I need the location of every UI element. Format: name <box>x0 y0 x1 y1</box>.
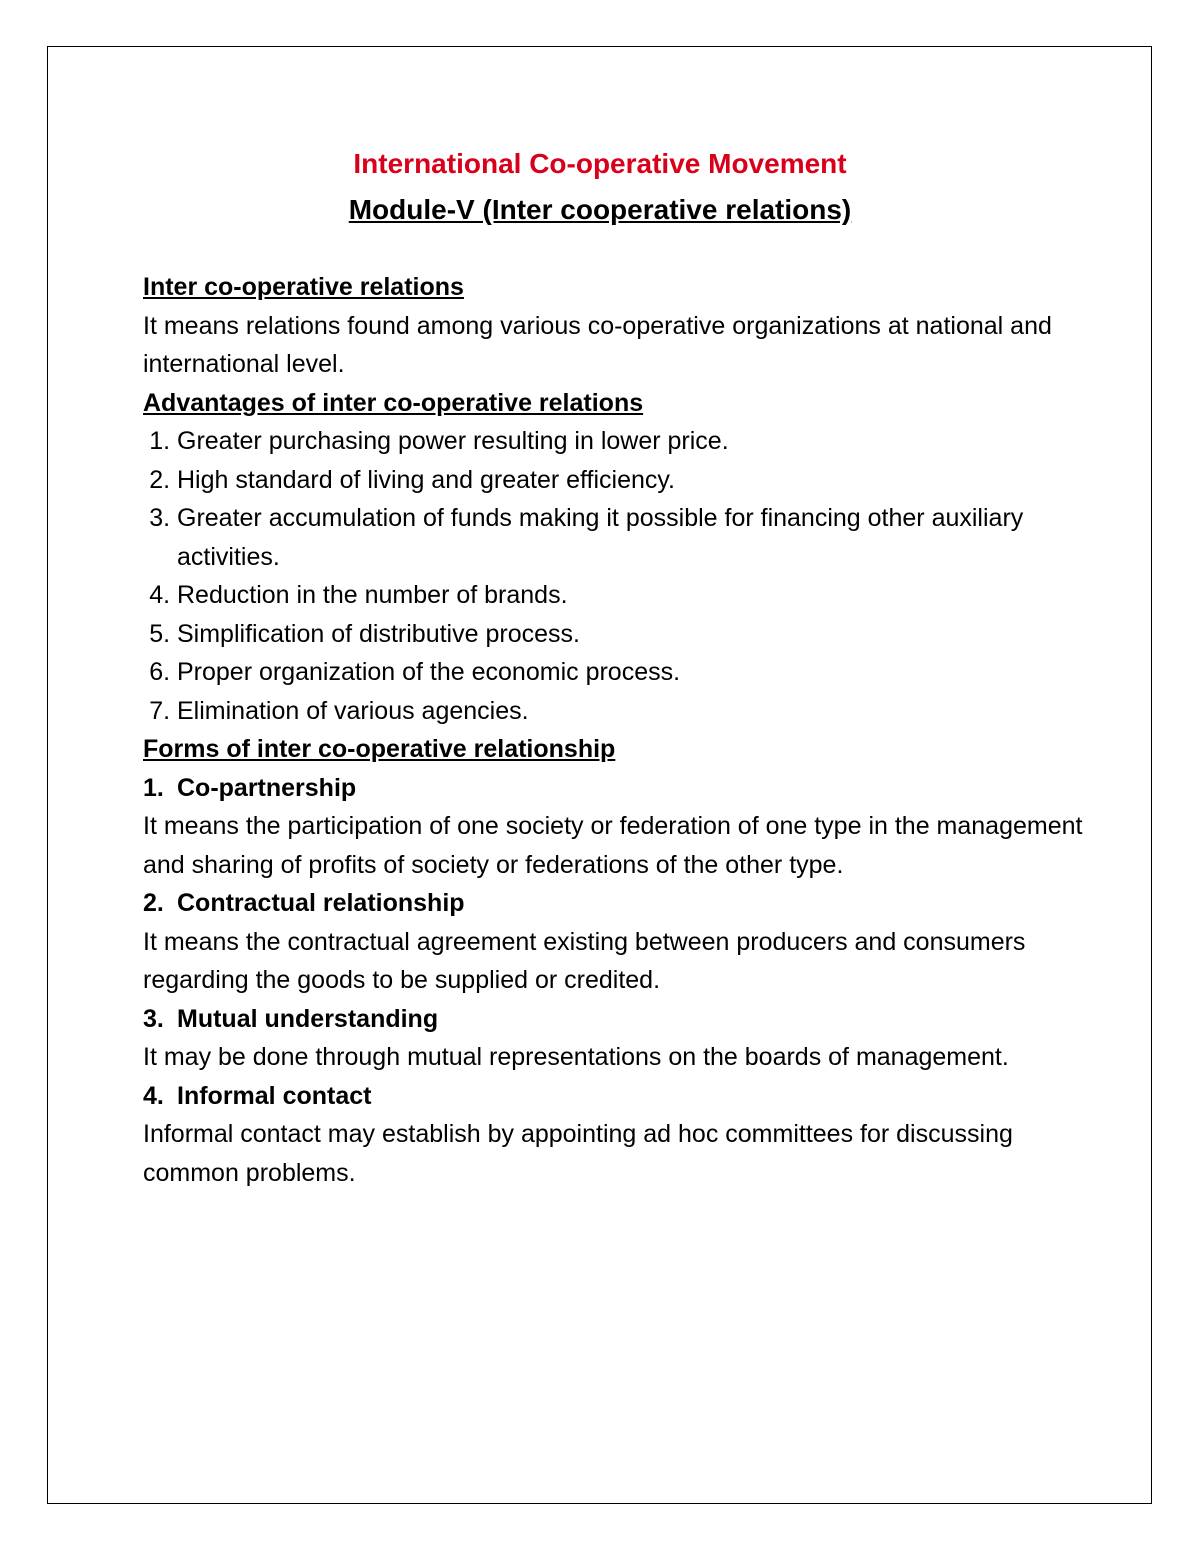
form-title-text: Mutual understanding <box>177 1004 439 1033</box>
form-title-mutual <box>143 1000 1083 1039</box>
document-body <box>143 268 1083 1192</box>
form-body-contractual: It means the contractual agreement existing between producers and consumers regarding the goods to be supplied or credited. <box>143 927 1026 994</box>
form-body-informal: Informal contact may establish by appointing ad hoc committees for discussing common problems. <box>143 1120 1013 1187</box>
list-item: 4. Reduction in the number of brands. <box>177 576 1083 615</box>
form-body-mutual: It may be done through mutual representations on the boards of management. <box>143 1043 1009 1071</box>
advantages-list <box>143 422 1083 730</box>
form-title-contractual <box>143 884 1083 923</box>
form-number: 2. <box>143 889 164 917</box>
form-title-co-partnership <box>143 769 1083 808</box>
form-number: 4. <box>143 1081 164 1110</box>
list-item: 5. Simplification of distributive process. <box>177 615 1083 654</box>
document-subtitle: Module-V (Inter cooperative relations) <box>348 194 852 225</box>
list-item: 7. Elimination of various agencies. <box>177 692 1083 731</box>
form-number: 3. <box>143 1004 164 1033</box>
list-item: 3. Greater accumulation of funds making it possible for financing other auxiliary activities. <box>177 499 1083 576</box>
section-heading-inter-relations: Inter co-operative relations <box>143 273 464 301</box>
form-body-co-partnership: It means the participation of one society or federation of one type in the management and sharing of profits of society or federations of the other type. <box>143 812 1083 879</box>
form-title-text: Contractual relationship <box>177 889 465 917</box>
list-item: 6. Proper organization of the economic process. <box>177 653 1083 692</box>
document-title: International Co-operative Movement <box>353 148 847 179</box>
section-body-inter-relations: It means relations found among various co-operative organizations at national and international level. <box>143 311 1052 378</box>
form-title-text: Informal contact <box>177 1081 372 1110</box>
form-title-informal <box>143 1077 1083 1116</box>
section-heading-advantages: Advantages of inter co-operative relations <box>143 388 644 417</box>
list-item: 2. High standard of living and greater efficiency. <box>177 461 1083 500</box>
list-item: 1. Greater purchasing power resulting in lower price. <box>177 422 1083 461</box>
section-heading-forms: Forms of inter co-operative relationship <box>143 735 616 763</box>
form-number: 1. <box>143 773 164 802</box>
form-title-text: Co-partnership <box>177 773 357 802</box>
